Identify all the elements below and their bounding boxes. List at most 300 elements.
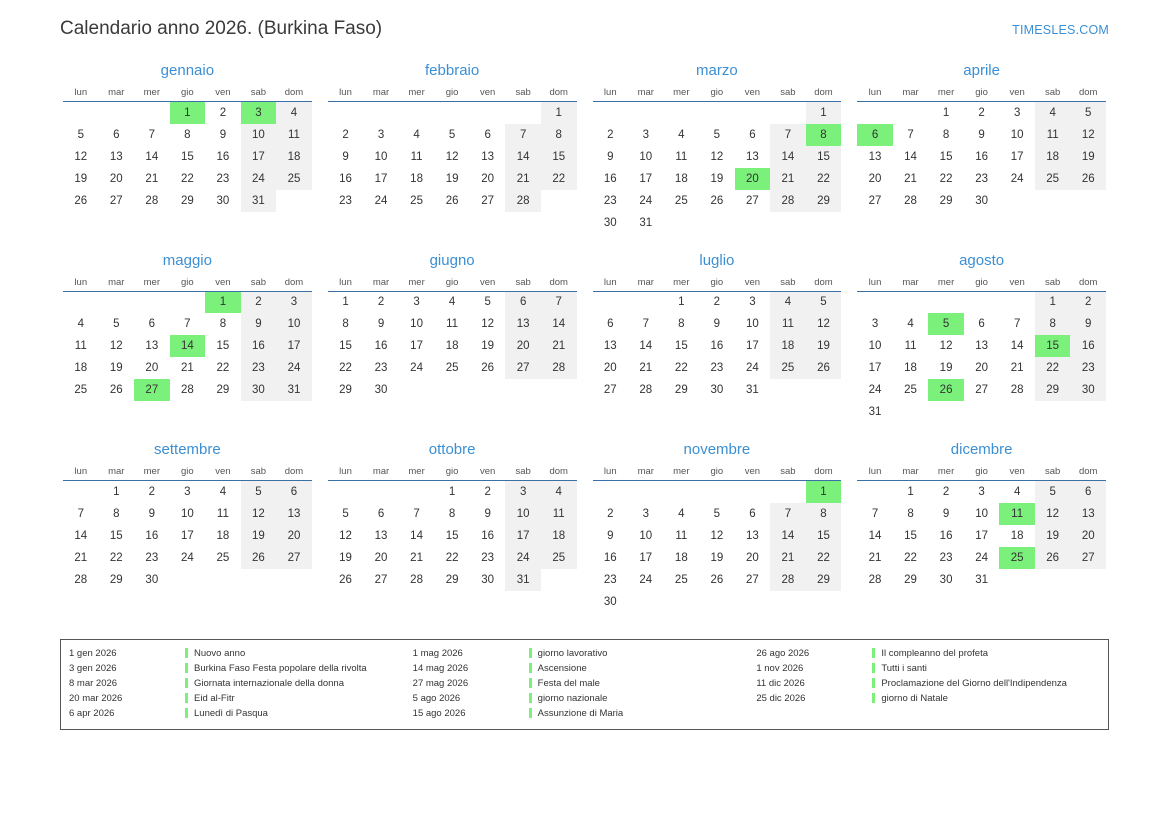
day-cell[interactable]: 23	[481, 551, 495, 564]
day-cell[interactable]: 29	[1035, 379, 1071, 401]
day-cell[interactable]: 12	[109, 340, 123, 352]
day-cell[interactable]: 14	[1010, 340, 1024, 352]
day-cell[interactable]: 18	[541, 525, 577, 547]
day-cell[interactable]: 25	[445, 362, 459, 374]
day-cell[interactable]: 11	[1035, 124, 1071, 146]
day-cell[interactable]: 8	[219, 318, 227, 330]
day-cell[interactable]: 17	[276, 335, 312, 357]
day-cell[interactable]: 20	[276, 525, 312, 547]
day-cell[interactable]: 12	[939, 340, 953, 352]
day-cell[interactable]: 29	[109, 573, 123, 586]
day-cell[interactable]: 28	[180, 384, 194, 396]
day-cell[interactable]: 13	[374, 529, 388, 542]
day-cell[interactable]: 9	[377, 318, 385, 330]
day-cell[interactable]: 20	[868, 172, 882, 185]
day-cell[interactable]: 23	[374, 362, 388, 374]
day-cell[interactable]: 22	[939, 172, 953, 185]
day-cell[interactable]: 11	[770, 313, 806, 335]
day-cell[interactable]: 18	[1010, 529, 1024, 542]
day-cell[interactable]: 6	[1070, 481, 1106, 503]
day-cell[interactable]: 13	[109, 150, 123, 163]
day-cell[interactable]: 3	[749, 296, 756, 309]
day-cell[interactable]: 11	[446, 318, 459, 330]
day-cell[interactable]: 11	[410, 150, 423, 163]
day-cell[interactable]: 22	[109, 551, 123, 564]
day-cell[interactable]: 7	[770, 124, 806, 146]
day-cell[interactable]: 14	[868, 529, 882, 542]
day-cell[interactable]: 20	[481, 172, 495, 185]
day-cell[interactable]: 15	[806, 525, 842, 547]
day-cell[interactable]: 22	[339, 362, 352, 374]
day-cell[interactable]: 10	[374, 150, 388, 163]
day-cell[interactable]: 20	[975, 362, 988, 374]
day-cell[interactable]: 14	[541, 313, 577, 335]
day-cell-holiday[interactable]: 11	[999, 503, 1035, 525]
day-cell[interactable]: 5	[806, 291, 842, 313]
day-cell[interactable]: 8	[942, 128, 950, 141]
day-cell[interactable]: 27	[745, 573, 759, 586]
day-cell[interactable]: 29	[806, 569, 842, 591]
day-cell[interactable]: 18	[674, 551, 688, 564]
day-cell[interactable]: 27	[603, 384, 617, 396]
day-cell[interactable]: 16	[603, 172, 617, 185]
day-cell[interactable]: 18	[445, 340, 459, 352]
day-cell[interactable]: 24	[505, 547, 541, 569]
day-cell[interactable]: 23	[339, 194, 352, 207]
day-cell[interactable]: 9	[942, 507, 950, 520]
day-cell[interactable]: 11	[276, 124, 312, 146]
day-cell[interactable]: 11	[541, 503, 577, 525]
day-cell[interactable]: 6	[377, 507, 385, 520]
day-cell[interactable]: 21	[505, 168, 541, 190]
day-cell[interactable]: 17	[639, 172, 653, 185]
day-cell-holiday[interactable]: 26	[928, 379, 964, 401]
day-cell[interactable]: 18	[216, 529, 230, 542]
day-cell[interactable]: 24	[975, 551, 988, 564]
day-cell[interactable]: 21	[74, 551, 88, 564]
day-cell[interactable]: 24	[868, 384, 882, 396]
day-cell[interactable]: 15	[541, 146, 577, 168]
day-cell[interactable]: 4	[907, 318, 914, 330]
day-cell[interactable]: 19	[939, 362, 953, 374]
day-cell[interactable]: 11	[74, 340, 87, 352]
day-cell[interactable]: 30	[603, 595, 617, 608]
day-cell[interactable]: 17	[1010, 150, 1024, 163]
day-cell[interactable]: 11	[675, 529, 688, 542]
day-cell[interactable]: 25	[74, 384, 88, 396]
day-cell[interactable]: 5	[713, 128, 721, 141]
day-cell[interactable]: 25	[674, 573, 688, 586]
day-cell-holiday[interactable]: 3	[241, 102, 277, 124]
day-cell-holiday[interactable]: 8	[806, 124, 842, 146]
day-cell[interactable]: 15	[904, 529, 917, 542]
day-cell[interactable]: 26	[710, 194, 724, 207]
day-cell[interactable]: 18	[770, 335, 806, 357]
day-cell[interactable]: 14	[639, 340, 653, 352]
day-cell[interactable]: 21	[868, 551, 882, 564]
day-cell[interactable]: 13	[745, 150, 759, 163]
day-cell[interactable]: 28	[770, 569, 806, 591]
day-cell[interactable]: 11	[216, 507, 229, 520]
day-cell-holiday[interactable]: 6	[857, 124, 893, 146]
day-cell[interactable]: 25	[216, 551, 230, 564]
day-cell[interactable]: 30	[710, 384, 724, 396]
day-cell[interactable]: 17	[374, 172, 388, 185]
day-cell[interactable]: 1	[678, 296, 685, 309]
day-cell[interactable]: 29	[180, 194, 194, 207]
day-cell[interactable]: 10	[639, 529, 653, 542]
day-cell[interactable]: 13	[145, 340, 159, 352]
day-cell[interactable]: 31	[639, 216, 653, 229]
day-cell[interactable]: 27	[505, 357, 541, 379]
day-cell[interactable]: 14	[770, 525, 806, 547]
day-cell[interactable]: 3	[377, 128, 385, 141]
day-cell[interactable]: 12	[445, 150, 459, 163]
day-cell[interactable]: 26	[109, 384, 123, 396]
day-cell[interactable]: 24	[745, 362, 759, 374]
day-cell[interactable]: 27	[868, 194, 882, 207]
day-cell[interactable]: 14	[770, 146, 806, 168]
day-cell[interactable]: 1	[907, 485, 914, 498]
day-cell[interactable]: 21	[904, 172, 917, 185]
day-cell[interactable]: 3	[642, 128, 649, 141]
day-cell[interactable]: 23	[603, 573, 617, 586]
day-cell[interactable]: 19	[1035, 525, 1071, 547]
day-cell[interactable]: 9	[713, 318, 721, 330]
day-cell[interactable]: 7	[184, 318, 191, 330]
day-cell[interactable]: 10	[745, 318, 759, 330]
day-cell[interactable]: 19	[1070, 146, 1106, 168]
day-cell[interactable]: 19	[74, 172, 88, 185]
day-cell[interactable]: 21	[541, 335, 577, 357]
day-cell[interactable]: 7	[907, 128, 914, 141]
day-cell[interactable]: 15	[939, 150, 953, 163]
day-cell[interactable]: 5	[113, 318, 120, 330]
day-cell[interactable]: 7	[642, 318, 649, 330]
day-cell[interactable]: 8	[1035, 313, 1071, 335]
day-cell[interactable]: 29	[445, 573, 459, 586]
day-cell[interactable]: 27	[745, 194, 759, 207]
day-cell[interactable]: 19	[806, 335, 842, 357]
day-cell[interactable]: 25	[276, 168, 312, 190]
day-cell[interactable]: 25	[674, 194, 688, 207]
day-cell[interactable]: 22	[806, 168, 842, 190]
day-cell[interactable]: 30	[145, 573, 159, 586]
day-cell[interactable]: 11	[904, 340, 917, 352]
day-cell[interactable]: 18	[674, 172, 688, 185]
day-cell[interactable]: 16	[374, 340, 388, 352]
day-cell[interactable]: 30	[216, 194, 230, 207]
day-cell[interactable]: 21	[410, 551, 423, 564]
day-cell[interactable]: 19	[710, 172, 724, 185]
day-cell[interactable]: 2	[607, 507, 614, 520]
day-cell[interactable]: 14	[904, 150, 917, 163]
day-cell[interactable]: 7	[413, 507, 420, 520]
day-cell[interactable]: 26	[445, 194, 459, 207]
day-cell[interactable]: 19	[445, 172, 459, 185]
day-cell[interactable]: 2	[713, 296, 721, 309]
day-cell[interactable]: 29	[216, 384, 230, 396]
day-cell[interactable]: 17	[241, 146, 277, 168]
day-cell[interactable]: 31	[868, 406, 882, 418]
day-cell[interactable]: 3	[505, 481, 541, 503]
day-cell[interactable]: 2	[607, 128, 614, 141]
day-cell[interactable]: 25	[1035, 168, 1071, 190]
day-cell[interactable]: 16	[975, 150, 988, 163]
day-cell[interactable]: 25	[770, 357, 806, 379]
day-cell[interactable]: 15	[806, 146, 842, 168]
day-cell[interactable]: 12	[1070, 124, 1106, 146]
day-cell[interactable]: 21	[770, 547, 806, 569]
day-cell[interactable]: 5	[713, 507, 721, 520]
day-cell[interactable]: 4	[276, 102, 312, 124]
brand-link[interactable]: TIMESLES.COM	[1012, 23, 1109, 37]
day-cell[interactable]: 10	[410, 318, 423, 330]
day-cell[interactable]: 23	[241, 357, 277, 379]
day-cell[interactable]: 14	[74, 529, 88, 542]
day-cell[interactable]: 30	[481, 573, 495, 586]
day-cell[interactable]: 17	[505, 525, 541, 547]
day-cell[interactable]: 19	[481, 340, 495, 352]
day-cell[interactable]: 30	[374, 384, 388, 396]
day-cell[interactable]: 13	[481, 150, 495, 163]
day-cell[interactable]: 4	[448, 296, 456, 309]
day-cell[interactable]: 9	[607, 529, 614, 542]
day-cell[interactable]: 25	[541, 547, 577, 569]
day-cell[interactable]: 22	[541, 168, 577, 190]
day-cell[interactable]: 8	[907, 507, 914, 520]
day-cell[interactable]: 4	[678, 128, 685, 141]
day-cell[interactable]: 1	[942, 106, 950, 119]
day-cell[interactable]: 1	[1035, 291, 1071, 313]
day-cell[interactable]: 12	[481, 318, 495, 330]
day-cell[interactable]: 16	[241, 335, 277, 357]
day-cell[interactable]: 26	[806, 357, 842, 379]
day-cell[interactable]: 9	[607, 150, 614, 163]
day-cell[interactable]: 3	[184, 485, 191, 498]
day-cell[interactable]: 22	[904, 551, 917, 564]
day-cell[interactable]: 29	[939, 194, 953, 207]
day-cell[interactable]: 1	[342, 296, 349, 309]
day-cell[interactable]: 22	[1035, 357, 1071, 379]
day-cell-holiday[interactable]: 27	[134, 379, 170, 401]
day-cell[interactable]: 12	[241, 503, 277, 525]
day-cell-holiday[interactable]: 1	[806, 481, 842, 503]
day-cell[interactable]: 16	[216, 150, 230, 163]
day-cell[interactable]: 10	[505, 503, 541, 525]
day-cell[interactable]: 24	[639, 194, 653, 207]
day-cell[interactable]: 9	[219, 128, 227, 141]
day-cell[interactable]: 4	[413, 128, 420, 141]
day-cell[interactable]: 9	[978, 128, 985, 141]
day-cell[interactable]: 28	[639, 384, 653, 396]
day-cell[interactable]: 23	[603, 194, 617, 207]
day-cell[interactable]: 15	[216, 340, 230, 352]
day-cell[interactable]: 26	[1035, 547, 1071, 569]
day-cell[interactable]: 13	[1070, 503, 1106, 525]
day-cell[interactable]: 30	[975, 194, 988, 207]
day-cell[interactable]: 14	[505, 146, 541, 168]
day-cell-holiday[interactable]: 25	[999, 547, 1035, 569]
day-cell[interactable]: 22	[445, 551, 459, 564]
day-cell[interactable]: 12	[339, 529, 352, 542]
day-cell[interactable]: 2	[942, 485, 950, 498]
day-cell[interactable]: 26	[710, 573, 724, 586]
day-cell-holiday[interactable]: 5	[928, 313, 964, 335]
day-cell[interactable]: 19	[710, 551, 724, 564]
day-cell[interactable]: 13	[505, 313, 541, 335]
day-cell[interactable]: 10	[241, 124, 277, 146]
day-cell[interactable]: 20	[374, 551, 388, 564]
day-cell[interactable]: 4	[1035, 102, 1071, 124]
day-cell[interactable]: 15	[109, 529, 123, 542]
day-cell[interactable]: 24	[241, 168, 277, 190]
day-cell[interactable]: 6	[749, 507, 756, 520]
day-cell[interactable]: 12	[710, 529, 724, 542]
day-cell[interactable]: 2	[377, 296, 385, 309]
day-cell[interactable]: 1	[113, 485, 120, 498]
day-cell-holiday[interactable]: 1	[170, 102, 206, 124]
day-cell[interactable]: 13	[975, 340, 988, 352]
day-cell[interactable]: 5	[448, 128, 456, 141]
day-cell[interactable]: 29	[904, 573, 917, 586]
day-cell[interactable]: 31	[276, 379, 312, 401]
day-cell[interactable]: 7	[770, 503, 806, 525]
day-cell[interactable]: 29	[674, 384, 688, 396]
day-cell[interactable]: 1	[541, 102, 577, 124]
day-cell[interactable]: 25	[904, 384, 917, 396]
day-cell[interactable]: 22	[216, 362, 230, 374]
day-cell[interactable]: 26	[481, 362, 495, 374]
day-cell[interactable]: 28	[74, 573, 88, 586]
day-cell[interactable]: 9	[148, 507, 156, 520]
day-cell[interactable]: 6	[505, 291, 541, 313]
day-cell[interactable]: 21	[770, 168, 806, 190]
day-cell[interactable]: 11	[675, 150, 688, 163]
day-cell[interactable]: 17	[868, 362, 882, 374]
day-cell[interactable]: 19	[339, 551, 352, 564]
day-cell[interactable]: 26	[1070, 168, 1106, 190]
day-cell[interactable]: 6	[978, 318, 985, 330]
day-cell[interactable]: 29	[806, 190, 842, 212]
day-cell[interactable]: 18	[410, 172, 423, 185]
day-cell[interactable]: 15	[674, 340, 688, 352]
day-cell[interactable]: 2	[148, 485, 156, 498]
day-cell[interactable]: 30	[1070, 379, 1106, 401]
day-cell[interactable]: 14	[410, 529, 423, 542]
day-cell[interactable]: 13	[745, 529, 759, 542]
day-cell[interactable]: 24	[1010, 172, 1024, 185]
day-cell[interactable]: 31	[241, 190, 277, 212]
day-cell[interactable]: 6	[113, 128, 120, 141]
day-cell[interactable]: 7	[1013, 318, 1021, 330]
day-cell[interactable]: 27	[276, 547, 312, 569]
day-cell[interactable]: 4	[77, 318, 84, 330]
day-cell[interactable]: 6	[749, 128, 756, 141]
day-cell[interactable]: 18	[276, 146, 312, 168]
day-cell[interactable]: 17	[410, 340, 423, 352]
day-cell[interactable]: 31	[745, 384, 759, 396]
day-cell[interactable]: 28	[541, 357, 577, 379]
day-cell[interactable]: 29	[339, 384, 352, 396]
day-cell[interactable]: 6	[276, 481, 312, 503]
day-cell[interactable]: 16	[339, 172, 352, 185]
day-cell[interactable]: 2	[219, 106, 227, 119]
day-cell[interactable]: 26	[241, 547, 277, 569]
day-cell[interactable]: 6	[484, 128, 491, 141]
day-cell[interactable]: 24	[410, 362, 423, 374]
day-cell[interactable]: 5	[342, 507, 349, 520]
day-cell[interactable]: 25	[410, 194, 423, 207]
day-cell[interactable]: 23	[216, 172, 230, 185]
day-cell[interactable]: 4	[678, 507, 685, 520]
day-cell-holiday[interactable]: 1	[205, 291, 241, 313]
day-cell[interactable]: 7	[541, 291, 577, 313]
day-cell[interactable]: 5	[1070, 102, 1106, 124]
day-cell[interactable]: 30	[939, 573, 953, 586]
day-cell[interactable]: 4	[541, 481, 577, 503]
day-cell[interactable]: 10	[1010, 128, 1024, 141]
day-cell[interactable]: 23	[975, 172, 988, 185]
day-cell[interactable]: 13	[276, 503, 312, 525]
day-cell[interactable]: 28	[505, 190, 541, 212]
day-cell[interactable]: 24	[180, 551, 194, 564]
day-cell[interactable]: 27	[1070, 547, 1106, 569]
day-cell[interactable]: 7	[871, 507, 879, 520]
day-cell[interactable]: 16	[481, 529, 495, 542]
day-cell[interactable]: 24	[276, 357, 312, 379]
day-cell[interactable]: 10	[868, 340, 882, 352]
day-cell[interactable]: 22	[806, 547, 842, 569]
day-cell[interactable]: 5	[1035, 481, 1071, 503]
day-cell[interactable]: 8	[541, 124, 577, 146]
day-cell[interactable]: 4	[770, 291, 806, 313]
day-cell[interactable]: 21	[180, 362, 194, 374]
day-cell[interactable]: 21	[639, 362, 653, 374]
day-cell[interactable]: 21	[1010, 362, 1024, 374]
day-cell[interactable]: 20	[603, 362, 617, 374]
day-cell[interactable]: 23	[710, 362, 724, 374]
day-cell[interactable]: 19	[109, 362, 123, 374]
day-cell[interactable]: 18	[904, 362, 917, 374]
day-cell[interactable]: 9	[241, 313, 277, 335]
day-cell[interactable]: 3	[978, 485, 985, 498]
day-cell[interactable]: 28	[1010, 384, 1024, 396]
day-cell[interactable]: 5	[484, 296, 491, 309]
day-cell[interactable]: 19	[241, 525, 277, 547]
day-cell[interactable]: 26	[74, 194, 88, 207]
day-cell[interactable]: 13	[868, 150, 882, 163]
day-cell[interactable]: 7	[505, 124, 541, 146]
day-cell[interactable]: 9	[484, 507, 491, 520]
day-cell[interactable]: 28	[904, 194, 917, 207]
day-cell-holiday[interactable]: 20	[735, 168, 771, 190]
day-cell[interactable]: 22	[180, 172, 194, 185]
day-cell[interactable]: 8	[342, 318, 349, 330]
day-cell[interactable]: 16	[603, 551, 617, 564]
day-cell[interactable]: 20	[505, 335, 541, 357]
day-cell[interactable]: 7	[77, 507, 84, 520]
day-cell[interactable]: 27	[109, 194, 123, 207]
day-cell[interactable]: 16	[1070, 335, 1106, 357]
day-cell[interactable]: 28	[770, 190, 806, 212]
day-cell[interactable]: 17	[180, 529, 194, 542]
day-cell[interactable]: 12	[806, 313, 842, 335]
day-cell[interactable]: 6	[148, 318, 156, 330]
day-cell[interactable]: 10	[180, 507, 194, 520]
day-cell[interactable]: 28	[145, 194, 159, 207]
day-cell[interactable]: 22	[674, 362, 688, 374]
